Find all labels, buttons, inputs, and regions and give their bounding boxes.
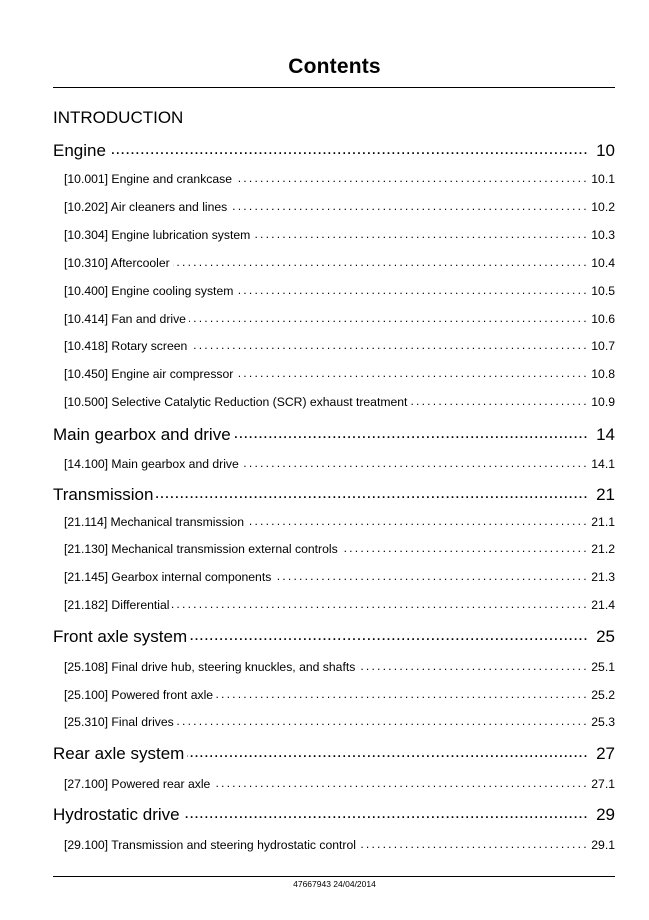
dot-leader bbox=[156, 483, 588, 500]
toc-chapter-entry-page-number: 10 bbox=[596, 141, 615, 160]
toc-section-entry-page-number: 10.2 bbox=[591, 200, 615, 215]
dot-leader bbox=[216, 687, 586, 699]
toc-chapter-entry[interactable] bbox=[53, 742, 616, 764]
dot-leader bbox=[109, 139, 588, 156]
toc-section-entry-label: [10.500] Selective Catalytic Reduction (SCR) exhaust treatment bbox=[64, 395, 408, 410]
dot-leader bbox=[183, 803, 588, 820]
toc-section-entry[interactable] bbox=[64, 687, 615, 702]
dot-leader bbox=[173, 255, 586, 267]
toc-section-entry-label: [10.310] Aftercooler bbox=[64, 256, 170, 271]
introduction-heading: INTRODUCTION bbox=[53, 108, 184, 127]
toc-section-entry-page-number: 25.2 bbox=[591, 688, 615, 703]
toc-section-entry-label: [10.001] Engine and crankcase bbox=[64, 172, 233, 187]
contents-title: Contents bbox=[288, 55, 381, 78]
toc-section-entry[interactable] bbox=[64, 837, 615, 852]
dot-leader bbox=[172, 597, 586, 609]
toc-chapter-entry[interactable] bbox=[53, 139, 616, 161]
dot-leader bbox=[235, 171, 586, 183]
toc-section-entry-label: [25.108] Final drive hub, steering knuckles, and shafts bbox=[64, 660, 356, 675]
toc-section-entry-page-number: 10.1 bbox=[591, 172, 615, 187]
toc-section-entry[interactable] bbox=[64, 456, 615, 471]
dot-leader bbox=[410, 394, 586, 406]
toc-chapter-entry[interactable] bbox=[53, 483, 616, 505]
toc-chapter-entry-label: Engine bbox=[53, 141, 106, 160]
toc-chapter-entry[interactable] bbox=[53, 625, 616, 647]
toc-section-entry[interactable] bbox=[64, 227, 615, 242]
toc-section-entry-label: [14.100] Main gearbox and drive bbox=[64, 457, 239, 472]
toc-section-entry-page-number: 21.1 bbox=[591, 515, 615, 530]
toc-section-entry[interactable] bbox=[64, 311, 615, 326]
toc-chapter-entry-label: Front axle system bbox=[53, 627, 188, 646]
toc-section-entry-label: [10.400] Engine cooling system bbox=[64, 284, 234, 299]
toc-chapter-entry-page-number: 21 bbox=[596, 485, 615, 504]
toc-chapter-entry-page-number: 14 bbox=[596, 425, 615, 444]
dot-leader bbox=[213, 776, 586, 788]
footer-doc-id: 47667943 24/04/2014 bbox=[293, 879, 376, 889]
toc-section-entry[interactable] bbox=[64, 394, 615, 409]
toc-section-entry-label: [10.418] Rotary screen bbox=[64, 339, 188, 354]
toc-section-entry[interactable] bbox=[64, 597, 615, 612]
toc-chapter-entry-label: Main gearbox and drive bbox=[53, 425, 231, 444]
toc-section-entry-page-number: 27.1 bbox=[591, 777, 615, 792]
toc-section-entry[interactable] bbox=[64, 171, 615, 186]
toc-section-entry[interactable] bbox=[64, 714, 615, 729]
toc-section-entry-label: [21.145] Gearbox internal components bbox=[64, 570, 272, 585]
toc-section-entry[interactable] bbox=[64, 776, 615, 791]
toc-section-entry[interactable] bbox=[64, 514, 615, 529]
toc-chapter-entry-label: Transmission bbox=[53, 485, 154, 504]
dot-leader bbox=[189, 311, 586, 323]
toc-section-entry-page-number: 10.4 bbox=[591, 256, 615, 271]
toc-section-entry-page-number: 21.3 bbox=[591, 570, 615, 585]
toc-section-entry[interactable] bbox=[64, 366, 615, 381]
toc-section-entry-label: [21.130] Mechanical transmission external controls bbox=[64, 542, 338, 557]
dot-leader bbox=[358, 659, 586, 671]
dot-leader bbox=[274, 569, 586, 581]
toc-chapter-entry-page-number: 29 bbox=[596, 805, 615, 824]
dot-leader bbox=[230, 199, 586, 211]
toc-chapter-entry-page-number: 25 bbox=[596, 627, 615, 646]
dot-leader bbox=[253, 227, 586, 239]
toc-section-entry-page-number: 14.1 bbox=[591, 457, 615, 472]
toc-section-entry-label: [10.304] Engine lubrication system bbox=[64, 228, 251, 243]
toc-chapter-entry-label: Rear axle system bbox=[53, 744, 185, 763]
toc-section-entry-label: [10.450] Engine air compressor bbox=[64, 367, 234, 382]
toc-section-entry-page-number: 10.5 bbox=[591, 284, 615, 299]
toc-section-entry[interactable] bbox=[64, 569, 615, 584]
dot-leader bbox=[247, 514, 586, 526]
toc-section-entry[interactable] bbox=[64, 199, 615, 214]
dot-leader bbox=[359, 837, 586, 849]
dot-leader bbox=[177, 714, 586, 726]
toc-section-entry[interactable] bbox=[64, 338, 615, 353]
toc-section-entry-page-number: 10.6 bbox=[591, 312, 615, 327]
bottom-rule bbox=[53, 876, 615, 877]
toc-section-entry-label: [21.182] Differential bbox=[64, 598, 170, 613]
toc-section-entry-label: [27.100] Powered rear axle bbox=[64, 777, 211, 792]
toc-section-entry-label: [25.100] Powered front axle bbox=[64, 688, 214, 703]
dot-leader bbox=[190, 338, 586, 350]
toc-section-entry-label: [10.202] Air cleaners and lines bbox=[64, 200, 228, 215]
toc-section-entry-label: [21.114] Mechanical transmission bbox=[64, 515, 244, 530]
toc-chapter-entry[interactable] bbox=[53, 423, 616, 445]
toc-section-entry-page-number: 10.7 bbox=[591, 339, 615, 354]
dot-leader bbox=[187, 742, 588, 759]
toc-section-entry[interactable] bbox=[64, 283, 615, 298]
dot-leader bbox=[236, 366, 586, 378]
toc-section-entry-label: [29.100] Transmission and steering hydrostatic control bbox=[64, 838, 356, 853]
toc-section-entry-page-number: 25.3 bbox=[591, 715, 615, 730]
toc-chapter-entry[interactable] bbox=[53, 803, 616, 825]
toc-section-entry-page-number: 25.1 bbox=[591, 660, 615, 675]
toc-section-entry-label: [25.310] Final drives bbox=[64, 715, 174, 730]
dot-leader bbox=[190, 625, 588, 642]
dot-leader bbox=[242, 456, 586, 468]
toc-section-entry-page-number: 29.1 bbox=[591, 838, 615, 853]
toc-section-entry-page-number: 10.3 bbox=[591, 228, 615, 243]
toc-section-entry-label: [10.414] Fan and drive bbox=[64, 312, 186, 327]
toc-chapter-entry-page-number: 27 bbox=[596, 744, 615, 763]
toc-section-entry[interactable] bbox=[64, 541, 615, 556]
toc-section-entry-page-number: 10.8 bbox=[591, 367, 615, 382]
dot-leader bbox=[234, 423, 588, 440]
dot-leader bbox=[341, 541, 586, 553]
toc-chapter-entry-label: Hydrostatic drive bbox=[53, 805, 180, 824]
dot-leader bbox=[236, 283, 586, 295]
toc-section-entry-page-number: 21.2 bbox=[591, 542, 615, 557]
toc-section-entry-page-number: 10.9 bbox=[591, 395, 615, 410]
toc-section-entry-page-number: 21.4 bbox=[591, 598, 615, 613]
toc-section-entry[interactable] bbox=[64, 255, 615, 270]
toc-section-entry[interactable] bbox=[64, 659, 615, 674]
